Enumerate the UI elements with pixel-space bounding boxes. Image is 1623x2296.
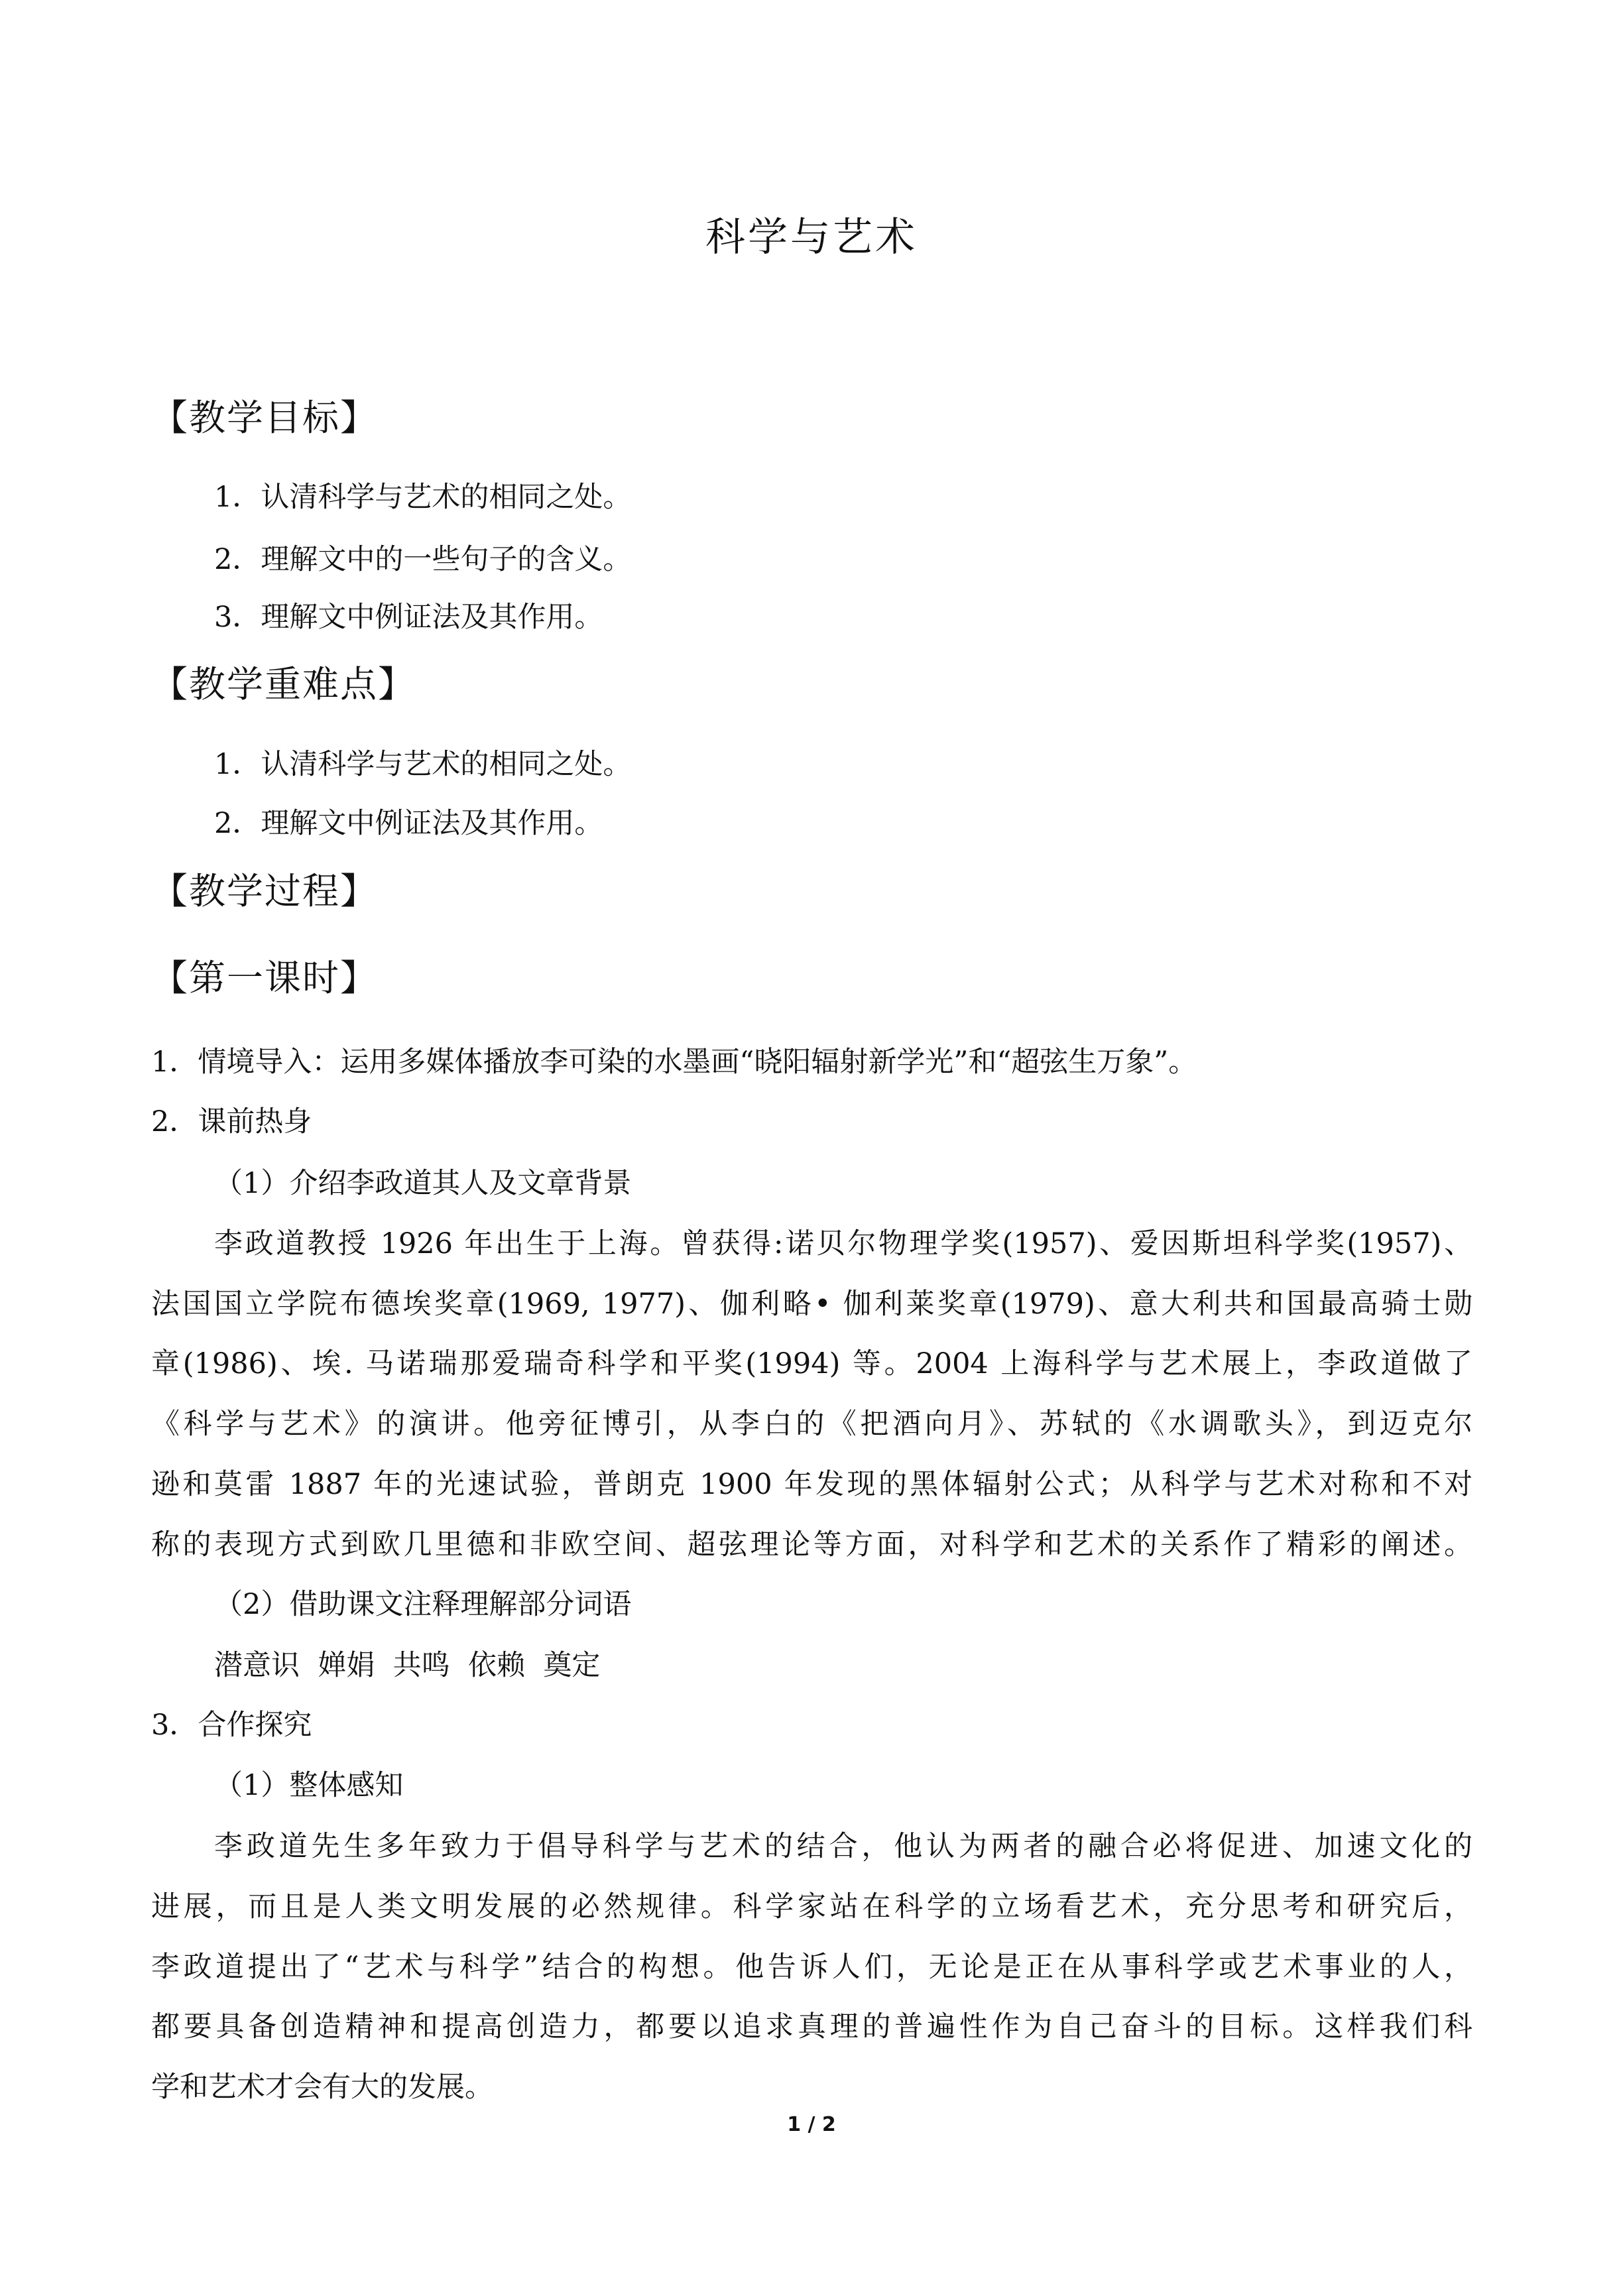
page-indicator: 1 / 2 <box>787 2113 836 2136</box>
key-point-item-1: 1．认清科学与艺术的相同之处。 <box>214 748 632 781</box>
step-3-explore: 3．合作探究 <box>151 1709 312 1742</box>
summary-line-1: 李政道先生多年致力于倡导科学与艺术的结合，他认为两者的融合必将促进、加速文化的 <box>214 1830 1473 1863</box>
objective-item-3: 3．理解文中例证法及其作用。 <box>214 601 603 634</box>
heading-objectives: 【教学目标】 <box>151 396 379 439</box>
objective-item-1: 1．认清科学与艺术的相同之处。 <box>214 481 632 514</box>
summary-line-3: 李政道提出了“艺术与科学”结合的构想。他告诉人们，无论是正在从事科学或艺术事业的人， <box>151 1951 1473 1984</box>
heading-lesson-1: 【第一课时】 <box>151 957 379 999</box>
objective-item-2: 2．理解文中的一些句子的含义。 <box>214 543 632 576</box>
summary-line-4: 都要具备创造精神和提高创造力，都要以追求真理的普遍性作为自己奋斗的目标。这样我们科 <box>151 2010 1473 2043</box>
heading-process: 【教学过程】 <box>151 870 379 912</box>
step-2-sub-2: （2）借助课文注释理解部分词语 <box>214 1588 632 1621</box>
key-point-item-2: 2．理解文中例证法及其作用。 <box>214 807 603 840</box>
bio-line-5: 逊和莫雷 1887 年的光速试验，普朗克 1900 年发现的黑体辐射公式；从科学与艺术对称和不对 <box>151 1468 1473 1501</box>
step-2-sub-1: （1）介绍李政道其人及文章背景 <box>214 1167 632 1200</box>
summary-line-5: 学和艺术才会有大的发展。 <box>151 2071 493 2104</box>
page-title: 科学与艺术 <box>705 214 918 261</box>
bio-line-6: 称的表现方式到欧几里德和非欧空间、超弦理论等方面，对科学和艺术的关系作了精彩的阐述。 <box>151 1528 1473 1561</box>
step-2-warmup: 2．课前热身 <box>151 1105 312 1138</box>
bio-line-2: 法国国立学院布德埃奖章(1969, 1977)、伽利略• 伽利莱奖章(1979)、意大利共和国最高骑士勋 <box>151 1288 1473 1321</box>
bio-line-3: 章(1986)、埃. 马诺瑞那爱瑞奇科学和平奖(1994) 等。2004 上海科学与艺术展上，李政道做了 <box>151 1347 1473 1380</box>
vocab-list: 潜意识 婵娟 共鸣 依赖 奠定 <box>214 1649 601 1682</box>
step-3-sub-1: （1）整体感知 <box>214 1769 404 1802</box>
step-1-intro: 1．情境导入：运用多媒体播放李可染的水墨画“晓阳辐射新学光”和“超弦生万象”。 <box>151 1046 1197 1079</box>
bio-line-1: 李政道教授 1926 年出生于上海。曾获得:诺贝尔物理学奖(1957)、爱因斯坦科学奖(1957)、 <box>214 1227 1473 1260</box>
summary-line-2: 进展，而且是人类文明发展的必然规律。科学家站在科学的立场看艺术，充分思考和研究后， <box>151 1890 1473 1923</box>
heading-key-points: 【教学重难点】 <box>151 663 416 705</box>
bio-line-4: 《科学与艺术》的演讲。他旁征博引，从李白的《把酒向月》、苏轼的《水调歌头》，到迈克尔 <box>151 1408 1473 1441</box>
